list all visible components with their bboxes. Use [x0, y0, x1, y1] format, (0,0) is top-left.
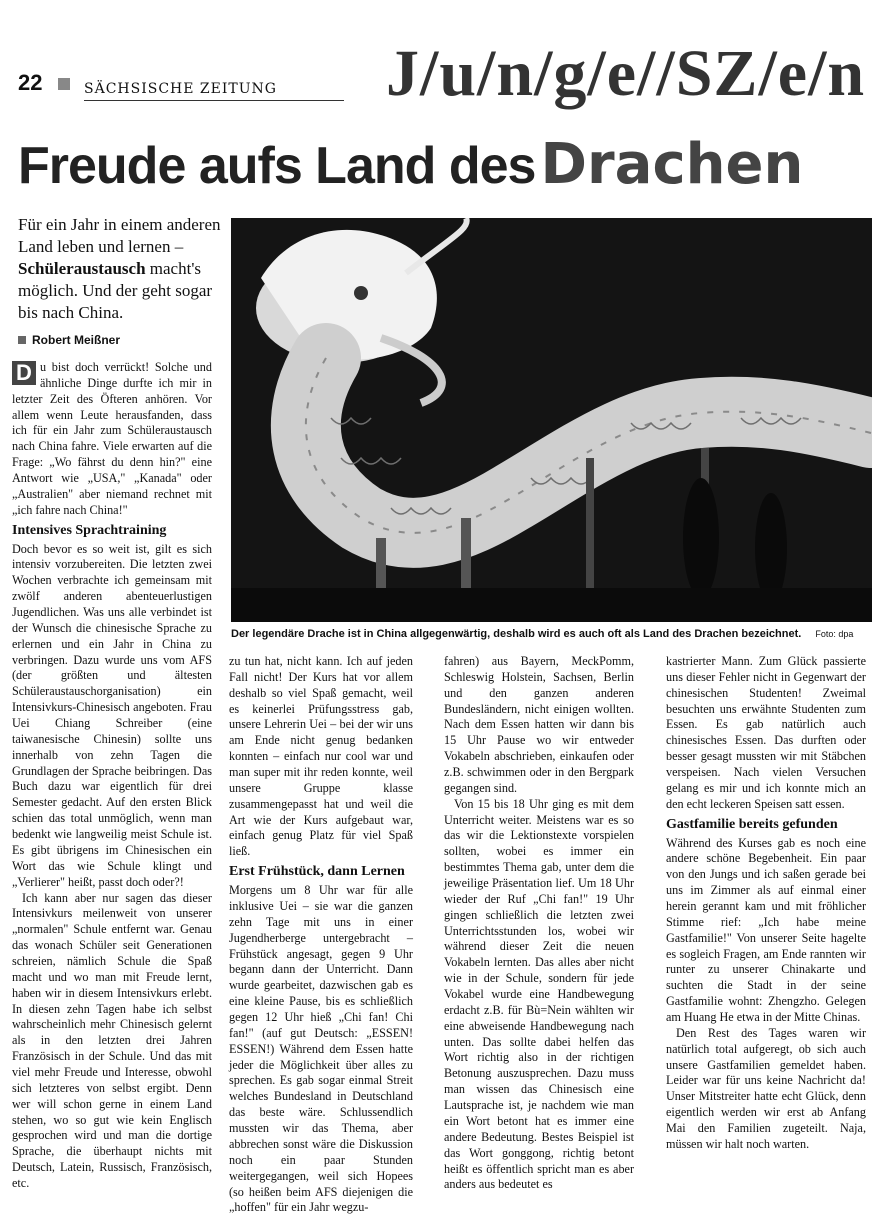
byline-marker — [18, 336, 26, 344]
headline-part2: Drachen — [540, 132, 804, 197]
photo-caption — [231, 628, 872, 640]
subheading: Intensives Sprachtraining — [12, 522, 167, 538]
dragon-photo — [231, 218, 872, 622]
article-paragraph: Den Rest des Tages waren wir natürlich total aufgeregt, ob sich auch unsere Gastfamilien gemeldet haben. Leider war für uns keine Nachricht da! Unser Mitstreiter hatte echt Glück, denn eigentlich werden wir erst ab Anfang Mai den Familien zugeteilt. Naja, müssen wir halt noch warten. — [666, 1025, 866, 1151]
article-paragraph: fahren) aus Bayern, MeckPomm, Schleswig Holstein, Sachsen, Berlin und den ganzen anderen Bundesländern, nicht einigen wollten. Nach dem Essen hatten wir dann bis 15 Uhr Pause wo wir entweder Vokabeln abschrieben, einkaufen oder z.B. schwimmen oder in den Bergpark gegangen sind. — [444, 654, 634, 795]
author-name: Robert Meißner — [32, 333, 121, 347]
drop-cap: D — [12, 361, 36, 385]
article-paragraph: Doch bevor es so weit ist, gilt es sich intensiv vorzubereiten. Die letzten zwei Wochen verbrachte ich gemeinsam mit zwölf anderen abenteuerlustigen Jugendlichen. Was uns alle verbindet ist der Wunsch die chinesische Sprache zu erlernen und ein Jahr in China zu verbringen. Dazu wurde uns vom AFS (der größten und ältesten Schüleraustauschorganisation) ein Intensivkurs-Chinesisch angeboten. Frau Uei Chiang Schreiber (eine taiwanesische Chinesin) sollte uns innerhalb von zehn Tagen die Grundlagen der Sprache beibringen. Das Buch dazu war eigentlich für drei Semester gedacht. Auf den ersten Blick schien das total unmöglich, wenn man bedenkt wie langweilig meist Schule ist. Es gibt übrigens im Chinesischen ein Wort das wie Schule klingt und „Verlierer" heißt, passt doch oder?! — [12, 541, 212, 889]
newspaper-name: SÄCHSISCHE ZEITUNG — [84, 81, 277, 97]
masthead-rule — [84, 100, 344, 101]
subheading: Erst Frühstück, dann Lernen — [229, 864, 405, 880]
headline — [18, 132, 803, 197]
caption-text: Der legendäre Drache ist in China allgegenwärtig, deshalb wird es auch oft als Land des Drachen bezeichnet. — [231, 628, 802, 640]
article-column-2 — [229, 654, 413, 1216]
article-paragraph: zu tun hat, nicht kann. Ich auf jeden Fall nicht! Der Kurs hat vor allem deshalb so viel Spaß gemacht, weil es keinerlei Prüfungsstress gab, unsere Lehrerin Uei – bei der wir uns am Ende nicht genug bedanken konnten – einfach nur cool war und man super mit ihr reden konnte, weil unsere Gruppe klasse zusammengepasst hat und weil die Art wie der Kurs aufgebaut war, einfach genug Platz für viel Spaß ließ. — [229, 654, 413, 859]
section-brand: J/u/n/g/e//SZ/e/n — [386, 37, 866, 110]
intro-bold: Schüleraustausch — [18, 259, 146, 279]
article-paragraph: kastrierter Mann. Zum Glück passierte uns dieser Fehler nicht in Gegenwart der chinesischen Studenten! Zweimal besuchten uns erwähnte Studenten zum Essen. Es gab natürlich auch chinesisches Essen. Das durften oder besser gesagt mussten wir mit Stäbchen verspeisen. Nach vielen Versuchen gelang es mir und ich konnte mich an den echt leckeren Speisen satt essen. — [666, 654, 866, 811]
intro-teaser — [18, 214, 228, 324]
article-paragraph: Ich kann aber nur sagen das dieser Intensivkurs meilenweit von unserer „normalen" Schule entfernt war. Genau das wonach Schüler seit Generationen schreien, nämlich Schule die Spaß macht und wo man mit Freude lernt, haben wir in diesem Intensivkurs erlebt. In diesen zehn Tagen habe ich selbst wahrscheinlich mehr Chinesisch gelernt als in den letzten drei Jahren Französisch in der Schule. Und das mit viel mehr Freude und Interesse, obwohl sich letzteres von selbst ergibt. Denn wer will schon gerne in einem Land stehen, wo so gut wie kein Englisch gesprochen wird und man die dortige Sprache, die überhaupt nichts mit Deutsch, Latein, Russisch, Französisch, etc. — [12, 890, 212, 1190]
headline-part1: Freude aufs Land des — [18, 137, 536, 195]
article-paragraph: Morgens um 8 Uhr war für alle inklusive Uei – sie war die ganzen zehn Tage mit uns in einer Jugendherberge untergebracht – Frühstück angesagt, gegen 9 Uhr begann dann der Unterricht. Dann wurde gearbeitet, dazwischen gab es eine kleine Pause, bis es schließlich gegen 12 Uhr hieß „Chi fan! Chi fan!" (auf gut Deutsch: „ESSEN! ESSEN!) Während dem Essen hatte jeder die Möglichkeit über alles zu sprechen. Es gab sogar einmal Streit welches Bundesland in Deutschland das beste wäre. Schlussendlich mussten wir das Thema, aber abbrechen sonst wäre die Diskussion noch ein paar Stunden weitergegangen, weil sich Hopees (so heißen beim AFS diejenigen die „hoffen" für ein Jahr wegzu- — [229, 883, 413, 1215]
author-byline — [18, 333, 120, 347]
article-column-4 — [666, 654, 866, 1153]
intro-post: macht's möglich. Und der geht sogar bis nach China. — [18, 259, 213, 323]
article-column-3 — [444, 654, 634, 1193]
page-number: 22 — [18, 70, 43, 95]
dragon-illustration — [231, 218, 872, 622]
photo-credit: Foto: dpa — [815, 629, 854, 639]
paragraph-text: u bist doch verrückt! Solche und ähnliche Dinge durfte ich mir in letzter Zeit des Öfteren anhören. Vor allem wenn Leute herausfanden, dass ich für ein Jahr zum Schüleraustausch nach China fahre. Viele erwarten auf die Frage: „Wo fährst du denn hin?" eine Antwort wie „USA," „Kanada" oder „Australien" aber niemand rechnet mit „ich fahre nach China!" — [12, 360, 212, 517]
subheading: Gastfamilie bereits gefunden — [666, 816, 838, 832]
intro-pre: Für ein Jahr in einem anderen Land leben und lernen – — [18, 215, 221, 257]
page-number-marker — [58, 78, 70, 90]
article-paragraph: Während des Kurses gab es noch eine andere schöne Begebenheit. Ein paar von den Jungs und ich saßen gerade bei uns im Zimmer als auf einmal einer herein gerannt kam und mit fröhlicher Stimme rief: „Ich habe meine Gastfamilie!" Von unserer Seite hagelte es sogleich Fragen, am Ende rannten wir runter zu unserer Chinakarte und suchten die Stadt in der seine Gastfamilie wohnt: Zhengzho. Gelegen am Huang He etwa in der Mitte Chinas. — [666, 835, 866, 1025]
article-paragraph — [12, 360, 212, 519]
article-column-1 — [12, 360, 212, 1192]
article-paragraph: Von 15 bis 18 Uhr ging es mit dem Unterricht weiter. Meistens war es so das wir die Lektionstexte vorspielen sollten, wobei es immer ein bestimmtes Thema gab, unter dem die jeweilige Präsentation lief. Um 18 Uhr wieder der Ruf „Chi fan!" 19 Uhr gingen schließlich die letzten zwei Unterrichtsstunden los, wobei wir während dieser Zeit die neuen Vokabeln lernten. Das alles aber nicht wie in der Schule, sondern für jede Vokabel wurde eine Handbewegung erdacht z.B. für Bù=Nein wählten wir eine abweisende Handbewegung nach unten. Das sollte dabei helfen das Wort richtig also in der richtigen Betonung auszusprechen. Dazu muss man wissen das Chinesisch eine Lautsprache ist, je nachdem wie man ein Wort betont hat es immer eine andere Bedeutung. Bestes Beispiel ist das Wort gonggong, richtig betont heißt es öffentlich spricht man es aber anders aus bedeutet es — [444, 796, 634, 1192]
